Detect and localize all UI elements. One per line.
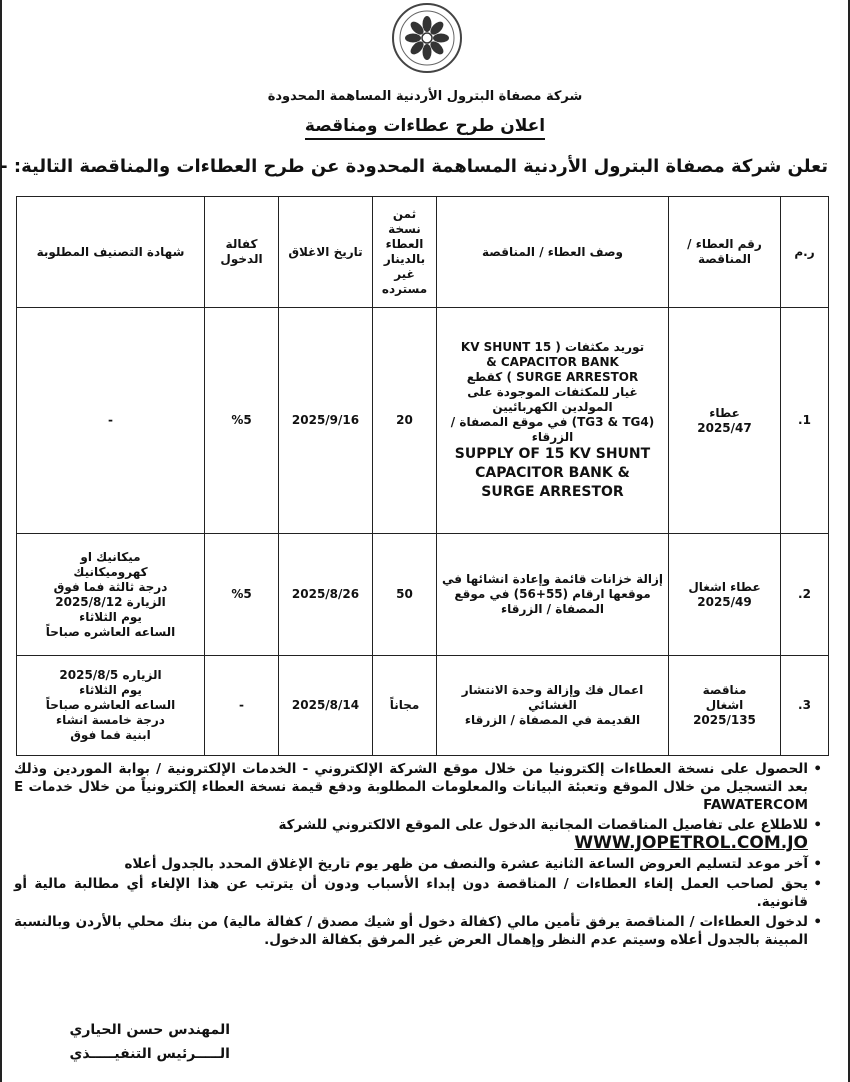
closing-date: 2025/8/26 [279, 534, 373, 656]
desc-line: (TG3 & TG4) في موقع المصفاة / الزرقاء [450, 414, 655, 444]
list-item: • لدخول العطاءات / المناقصة يرفق تأمين مالي (كفالة دخول أو شيك مصدق / كفالة مالية) من بنك محلي بالأردن وبالنسبة المبينة بالجدول أعلاه وسيتم عدم النظر وإهمال العرض غير المرفق بكفالة الدخول. [14, 913, 822, 949]
row-no: 2. [781, 534, 829, 656]
class-line: ميكانيك او [80, 549, 141, 564]
page-title [0, 116, 850, 136]
tender-number [669, 534, 781, 656]
tender-type: مناقصة [702, 683, 747, 697]
class-line: الزياره 2025/8/5 [59, 668, 162, 682]
notes-list [14, 760, 822, 951]
tender-description [437, 308, 669, 534]
entry-bond: %5 [205, 308, 279, 534]
desc-line: توريد مكثفات ( 15 KV SHUNT [460, 339, 645, 354]
desc-line: القديمة في المصفاة / الزرقاء [464, 713, 641, 727]
classification-cert [17, 534, 205, 656]
tender-code: 2025/135 [693, 713, 756, 727]
tender-code: 2025/49 [697, 594, 752, 609]
website-link[interactable]: WWW.JOPETROL.COM.JO [574, 833, 808, 853]
desc-line: SURGE ARRESTOR ) كقطع [466, 369, 639, 384]
desc-en-line: SUPPLY OF 15 KV SHUNT [454, 445, 651, 462]
desc-line: اعمال فك وإزالة وحدة الانتشار الغشائي [461, 683, 644, 712]
header-bond: كفالة الدخول [205, 197, 279, 308]
copy-price: 20 [373, 308, 437, 534]
classification-cert: - [17, 308, 205, 534]
desc-en-line: SURGE ARRESTOR [481, 483, 624, 500]
desc-line: غيار للمكثفات الموجودة على المولدين الكهربائيين [467, 384, 638, 414]
headline-text: اعلان طرح عطاءات ومناقصة [305, 116, 545, 140]
tender-type: عطاء اشغال [688, 579, 761, 594]
tender-number [669, 308, 781, 534]
desc-line: موقعها ارقام (55+56) في موقع [454, 587, 651, 601]
tender-code: 2025/47 [697, 420, 752, 435]
signature-block [70, 1018, 231, 1066]
company-logo [391, 2, 463, 74]
row-no: 3. [781, 656, 829, 756]
note-text: للاطلاع على تفاصيل المناقصات المجانية الدخول على الموقع الالكتروني للشركة [278, 817, 808, 833]
table-row [17, 656, 829, 756]
header-description: وصف العطاء / المناقصة [437, 197, 669, 308]
closing-date: 2025/8/14 [279, 656, 373, 756]
copy-price: مجاناً [373, 656, 437, 756]
signatory-name: المهندس حسن الحياري [69, 1022, 230, 1038]
row-no: 1. [781, 308, 829, 534]
class-line: درجة خامسة انشاء [56, 713, 165, 727]
list-item: • آخر موعد لتسليم العروض الساعة الثانية عشرة والنصف من ظهر يوم تاريخ الإغلاق المحدد بالجدول أعلاه [14, 855, 822, 873]
class-line: كهروميكانيك [73, 564, 148, 579]
table-row [17, 308, 829, 534]
tenders-table [16, 196, 829, 756]
class-line: ابنية فما فوق [70, 728, 151, 742]
list-item: • يحق لصاحب العمل إلغاء العطاءات / المناقصة دون إبداء الأسباب ودون أن يترتب عن هذا الإلغاء أي مطالبة مالية أو قانونية. [14, 875, 822, 911]
classification-cert [17, 656, 205, 756]
desc-line: المصفاة / الزرقاء [501, 602, 604, 616]
header-classification: شهادة التصنيف المطلوبة [17, 197, 205, 308]
copy-price: 50 [373, 534, 437, 656]
header-no: ر.م [781, 197, 829, 308]
desc-line: إزالة خزانات قائمة وإعادة انشائها في [441, 572, 664, 586]
tender-description [437, 656, 669, 756]
header-tender-no: رقم العطاء / المناقصة [669, 197, 781, 308]
entry-bond: %5 [205, 534, 279, 656]
class-line: درجة ثالثة فما فوق [53, 579, 168, 594]
desc-line: CAPACITOR BANK & [486, 354, 619, 369]
signatory-title: الـــــرئيس التنفيـــــذي [69, 1046, 230, 1062]
entry-bond: - [205, 656, 279, 756]
class-line: الساعه العاشره صباحاً [45, 624, 176, 639]
header-closing-date: تاريخ الاغلاق [279, 197, 373, 308]
tender-type: اشغال [705, 698, 744, 712]
table-header-row [17, 197, 829, 308]
closing-date: 2025/9/16 [279, 308, 373, 534]
desc-en-line: CAPACITOR BANK & [475, 464, 630, 481]
company-name: شركة مصفاة البترول الأردنية المساهمة المحدودة [267, 89, 583, 104]
list-item [14, 816, 822, 853]
intro-text: تعلن شركة مصفاة البترول الأردنية المساهمة المحدودة عن طرح العطاءات والمناقصة التالية: - [0, 156, 828, 177]
tender-number [669, 656, 781, 756]
class-line: الزيارة 2025/8/12 [55, 594, 166, 609]
table-row [17, 534, 829, 656]
class-line: يوم الثلاثاء [79, 683, 142, 697]
class-line: يوم الثلاثاء [79, 609, 142, 624]
tender-description [437, 534, 669, 656]
tender-type: عطاء [709, 405, 740, 420]
header-price: ثمن نسخة العطاء بالدينار غير مسترده [373, 197, 437, 308]
class-line: الساعه العاشره صباحاً [45, 698, 176, 712]
list-item: • الحصول على نسخة العطاءات إلكترونيا من خلال موقع الشركة الإلكتروني - الخدمات الإلكترونية / بوابة الموردين وذلك بعد التسجيل من خلال الموقع وتعبئة البيانات والمعلومات المطلوبة ودفع قيمة نسخة العطاء إلكترونياً من خلال خدمات E FAWATERCOM [14, 760, 822, 814]
